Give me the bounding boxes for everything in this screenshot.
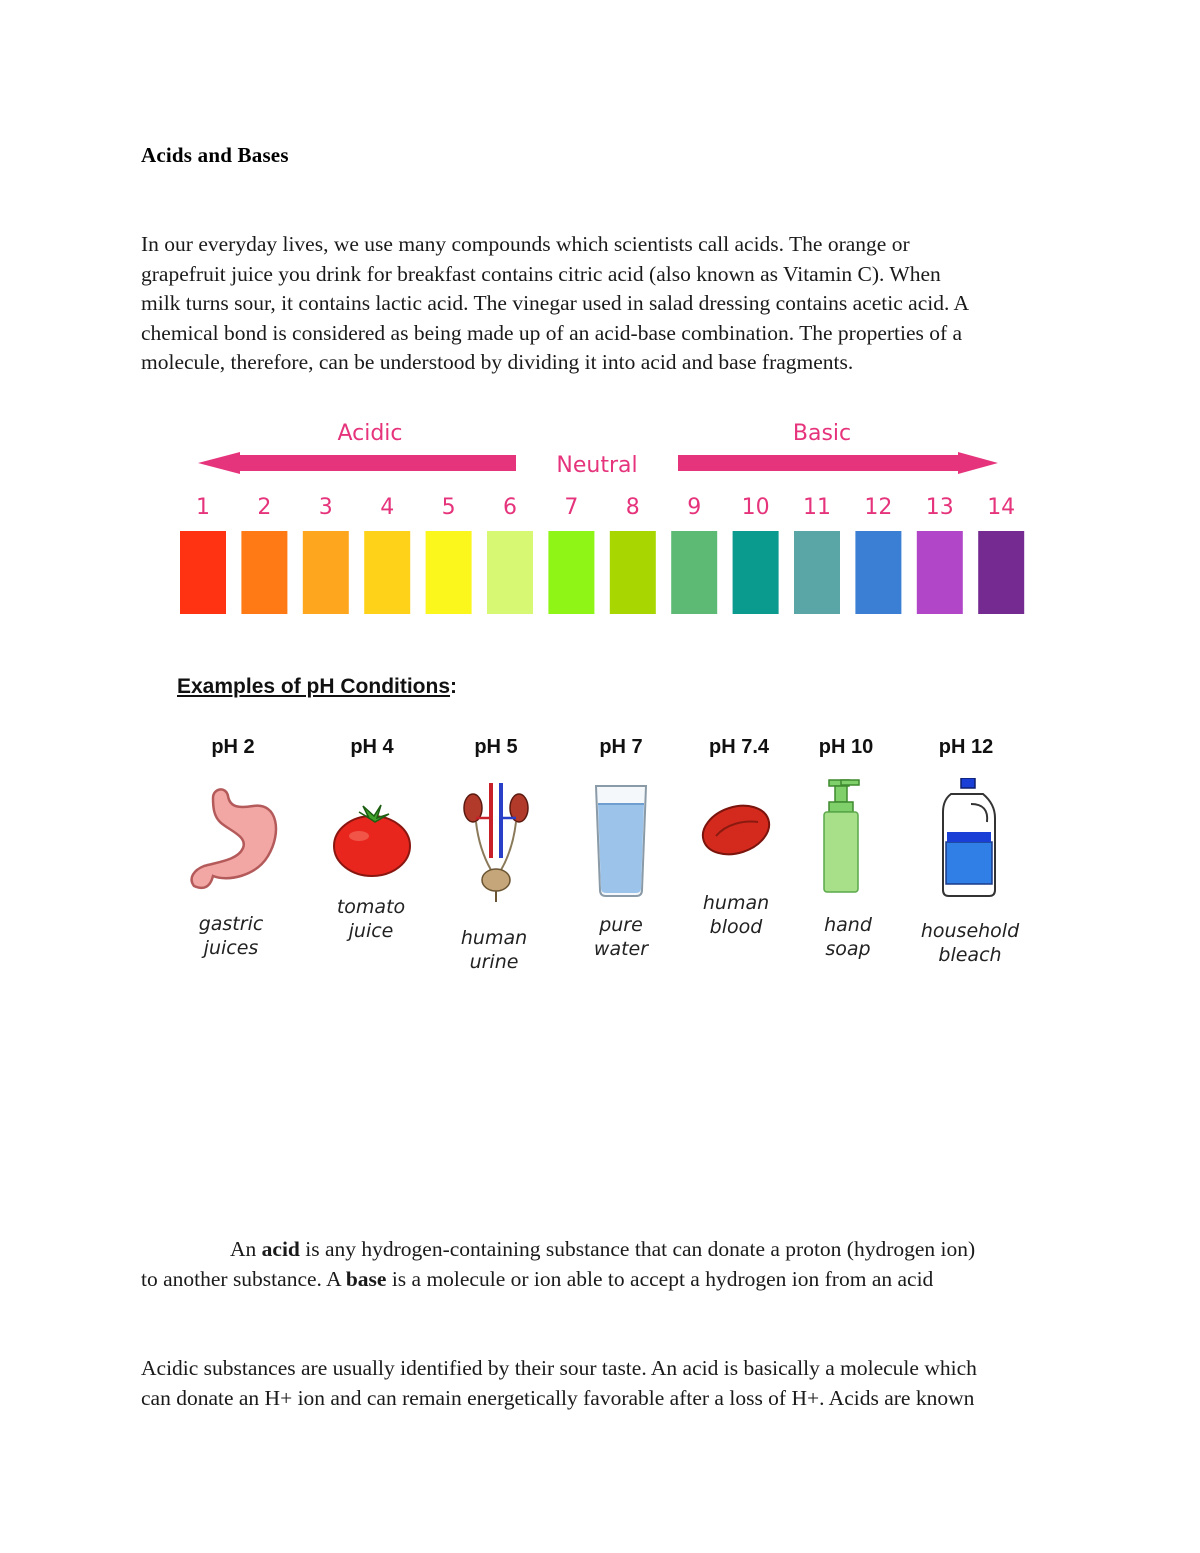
ph-color-box xyxy=(303,531,349,614)
caption-line: household xyxy=(920,920,1020,942)
example-ph-label: pH 12 xyxy=(938,736,994,758)
ph-color-box xyxy=(180,531,226,614)
caption-line: soap xyxy=(825,938,871,960)
intro-line: milk turns sour, it contains lactic acid. The vinegar used in salad dressing contains acetic acid. A xyxy=(141,291,970,315)
examples-heading xyxy=(177,675,457,699)
definition-text: is any hydrogen-containing substance that can donate a proton (hydrogen ion) xyxy=(299,1237,976,1261)
ph-number: 7 xyxy=(564,495,579,520)
ph-number: 9 xyxy=(687,495,702,520)
definition-line-1 xyxy=(141,1235,1061,1265)
examples-heading-colon: : xyxy=(450,675,458,698)
definition-text: is a molecule or ion able to accept a hydrogen ion from an acid xyxy=(386,1266,934,1291)
intro-line: molecule, therefore, can be understood by dividing it into acid and base fragments. xyxy=(141,350,854,374)
stomach-icon xyxy=(158,778,308,908)
example-gastric xyxy=(158,736,308,913)
intro-line: grapefruit juice you drink for breakfast contains citric acid (also known as Vitamin C). When xyxy=(141,261,941,286)
acidic-line: Acidic substances are usually identified by their sour taste. An acid is basically a molecule which xyxy=(141,1356,977,1380)
ph-color-box xyxy=(917,531,963,614)
ph-color-box xyxy=(610,531,656,614)
example-caption xyxy=(156,912,306,960)
ph-color-box xyxy=(241,531,287,614)
definition-line-2 xyxy=(141,1265,1061,1295)
caption-line: juice xyxy=(348,920,394,942)
example-ph-label: pH 2 xyxy=(211,736,255,758)
caption-line: urine xyxy=(469,951,519,973)
acidic-arrow xyxy=(198,452,516,474)
ph-color-box xyxy=(426,531,472,614)
ph-color-box xyxy=(671,531,717,614)
example-caption xyxy=(895,919,1045,967)
ph-number: 10 xyxy=(741,495,770,520)
example-bleach xyxy=(891,736,1041,913)
ph-color-box xyxy=(794,531,840,614)
base-term: base xyxy=(345,1266,387,1291)
basic-arrow xyxy=(678,452,998,474)
ph-number: 3 xyxy=(318,495,333,520)
definition-text: to another substance. A xyxy=(141,1266,346,1291)
example-ph-label: pH 10 xyxy=(818,736,874,758)
neutral-label: Neutral xyxy=(556,453,638,478)
basic-label: Basic xyxy=(792,421,852,446)
ph-number: 8 xyxy=(625,495,640,520)
example-ph-label: pH 5 xyxy=(474,736,518,758)
caption-line: human xyxy=(460,927,528,949)
definition-text: An xyxy=(230,1237,262,1261)
example-ph-label: pH 7.4 xyxy=(708,736,770,758)
ph-number: 13 xyxy=(925,495,954,520)
acid-term: acid xyxy=(261,1237,300,1261)
ph-color-box xyxy=(855,531,901,614)
acidic-line: can donate an H+ ion and can remain energetically favorable after a loss of H+. Acids are known xyxy=(141,1385,975,1410)
ph-number: 11 xyxy=(803,495,831,520)
caption-line: hand xyxy=(824,914,872,936)
ph-color-box xyxy=(978,531,1024,614)
examples-heading-text: Examples of pH Conditions xyxy=(177,675,451,698)
definition-paragraph xyxy=(141,1235,1061,1294)
ph-color-box xyxy=(548,531,594,614)
acidic-label: Acidic xyxy=(337,421,403,446)
caption-line: pure xyxy=(599,914,643,936)
example-ph-label: pH 7 xyxy=(599,736,643,758)
ph-number: 5 xyxy=(441,495,456,520)
caption-line: water xyxy=(593,938,649,960)
ph-color-box xyxy=(487,531,533,614)
ph-scale-figure xyxy=(0,410,1200,625)
caption-line: gastric xyxy=(198,913,264,935)
caption-line: bleach xyxy=(938,944,1002,966)
ph-number: 1 xyxy=(196,495,210,520)
ph-number: 2 xyxy=(257,495,272,520)
acidic-paragraph xyxy=(141,1354,1061,1413)
ph-number: 14 xyxy=(987,495,1016,520)
ph-color-box xyxy=(364,531,410,614)
caption-line: blood xyxy=(709,916,763,938)
caption-line: human xyxy=(702,892,770,914)
caption-line: juices xyxy=(203,937,259,959)
intro-line: In our everyday lives, we use many compounds which scientists call acids. The orange or xyxy=(141,232,910,256)
bleach-jug-icon xyxy=(891,778,1041,908)
caption-line: tomato xyxy=(336,896,406,918)
ph-number: 12 xyxy=(864,495,893,520)
document-title: Acids and Bases xyxy=(141,143,289,167)
intro-line: chemical bond is considered as being made up of an acid-base combination. The properties of a xyxy=(141,320,963,345)
ph-number: 4 xyxy=(380,495,395,520)
ph-color-box xyxy=(733,531,779,614)
ph-number: 6 xyxy=(503,495,517,520)
example-ph-label: pH 4 xyxy=(350,736,394,758)
intro-paragraph xyxy=(141,230,1061,378)
